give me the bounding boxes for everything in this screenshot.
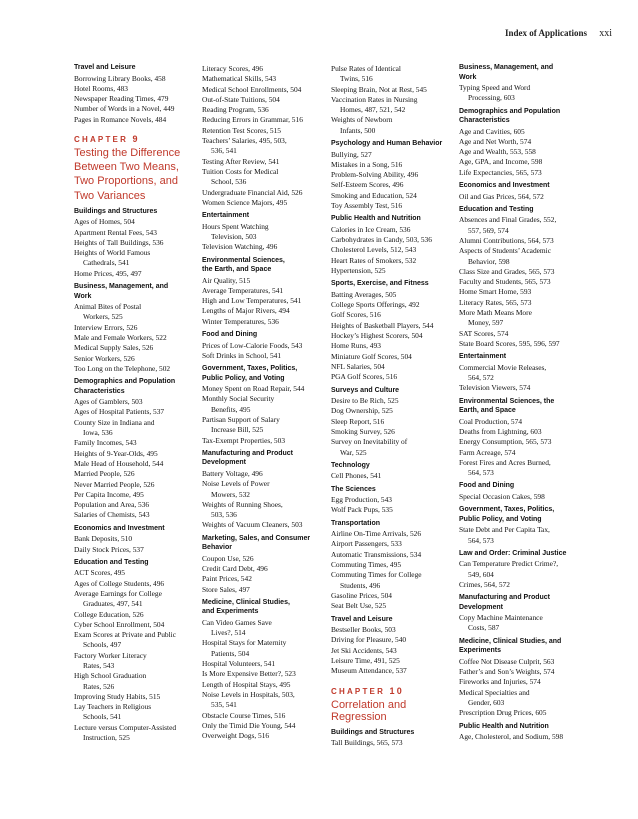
index-entry: Class Size and Grades, 565, 573	[459, 266, 555, 276]
category-heading: Medicine, Clinical Studies,	[202, 598, 290, 606]
index-entry: Exam Scores at Private and Public	[74, 630, 177, 640]
index-entry: County Size in Indiana and	[74, 417, 155, 427]
index-entry: Driving for Pleasure, 540	[331, 635, 407, 645]
index-entry: Air Quality, 515	[202, 275, 251, 285]
category-heading: Work	[74, 292, 92, 300]
index-entry: Heart Rates of Smokers, 532	[331, 255, 417, 265]
category-heading: Buildings and Structures	[74, 207, 158, 215]
index-entry-continuation: Television, 503	[211, 231, 257, 241]
category-heading: Business, Management, and	[459, 64, 554, 71]
index-entry: Sleeping Brain, Not at Rest, 545	[331, 84, 427, 94]
index-column-2	[202, 64, 327, 741]
index-entry: Seat Belt Use, 525	[331, 601, 387, 611]
index-entry: Batting Averages, 505	[331, 289, 397, 299]
chapter-number: 10	[389, 685, 404, 696]
index-entry: Bank Deposits, 510	[74, 534, 133, 544]
category-heading: Demographics and Population	[459, 107, 561, 115]
index-entry: Apartment Rental Fees, 543	[74, 227, 157, 237]
category-heading: Sports, Exercise, and Fitness	[331, 280, 429, 288]
index-entry: PGA Golf Scores, 516	[331, 372, 398, 382]
index-entry-continuation: School, 536	[211, 177, 247, 187]
chapter-word: CHAPTER	[331, 686, 390, 696]
category-heading: Food and Dining	[459, 482, 515, 490]
index-entry: Weights of Vacuum Cleaners, 503	[202, 520, 303, 530]
index-entry: Weights of Running Shoes,	[202, 499, 283, 509]
index-entry: Retention Test Scores, 515	[202, 125, 281, 135]
index-entry: Airline On-Time Arrivals, 526	[331, 529, 422, 539]
category-heading: Marketing, Sales, and Consumer	[202, 534, 311, 542]
index-entry: Number of Words in a Novel, 449	[74, 104, 175, 114]
index-entry: Out-of-State Tuitions, 504	[202, 94, 280, 104]
index-entry: State Debt and Per Capita Tax,	[459, 525, 550, 535]
index-entry: Weights of Newborn	[331, 115, 393, 125]
category-heading: Buildings and Structures	[331, 728, 415, 736]
index-entry: Lengths of Major Rivers, 494	[202, 306, 290, 316]
index-entry: Daily Stock Prices, 537	[74, 544, 144, 554]
index-entry: Smoking Survey, 526	[331, 426, 395, 436]
index-entry: Oil and Gas Prices, 564, 572	[459, 191, 544, 201]
index-entry: Medical Supply Sales, 526	[74, 343, 154, 353]
index-entry: Medical School Enrollments, 504	[202, 84, 302, 94]
index-entry: Leisure Time, 491, 525	[331, 655, 400, 665]
index-entry: Soft Drinks in School, 541	[202, 350, 282, 360]
category-heading: and Experiments	[202, 608, 259, 616]
index-entry: Per Capita Income, 495	[74, 489, 144, 499]
index-entry: Age and Cavities, 605	[459, 126, 525, 136]
index-entry: Never Married People, 526	[74, 479, 155, 489]
index-entry: Heights of 9-Year-Olds, 495	[74, 448, 158, 458]
index-entry: Teachers’ Salaries, 495, 503,	[202, 136, 287, 146]
index-entry: State Board Scores, 595, 596, 597	[459, 338, 560, 348]
index-entry: Dog Ownership, 525	[331, 406, 393, 416]
index-entry: Ages of Homes, 504	[74, 217, 135, 227]
index-entry: Average Earnings for College	[74, 588, 162, 598]
index-entry: Vaccination Rates in Nursing	[331, 94, 418, 104]
index-entry: Energy Consumption, 565, 573	[459, 437, 552, 447]
category-heading: Earth, and Space	[459, 407, 516, 415]
index-entry-continuation: 535, 541	[211, 700, 237, 710]
index-entry: Special Occasion Cakes, 598	[459, 491, 545, 501]
index-entry: Senior Workers, 526	[74, 353, 135, 363]
index-entry: Money Spent on Road Repair, 544	[202, 384, 305, 394]
index-entry: Home Runs, 493	[331, 341, 381, 351]
category-heading: Technology	[331, 461, 370, 469]
chapter-title: Between Two Means,	[74, 161, 179, 174]
index-entry: More Math Means More	[459, 308, 532, 318]
index-entry: Smoking and Education, 524	[331, 190, 417, 200]
index-entry: Store Sales, 497	[202, 584, 250, 594]
index-entry: NFL Salaries, 504	[331, 361, 385, 371]
index-entry: Battery Voltage, 496	[202, 468, 263, 478]
index-entry-continuation: Increase Bill, 525	[211, 425, 264, 435]
index-entry: Factory Worker Literacy	[74, 650, 147, 660]
category-heading: Travel and Leisure	[331, 615, 393, 623]
category-heading: Manufacturing and Product	[459, 594, 550, 602]
index-entry: Absences and Final Grades, 552,	[459, 215, 557, 225]
index-entry-continuation: 564, 573	[468, 468, 494, 478]
category-heading: Medicine, Clinical Studies, and	[459, 637, 562, 645]
index-entry-continuation: War, 525	[340, 447, 367, 457]
category-heading: Economics and Investment	[74, 524, 165, 532]
index-entry: Gasoline Prices, 504	[331, 590, 392, 600]
index-entry: Hotel Rooms, 483	[74, 83, 128, 93]
index-entry: Average Temperatures, 541	[202, 285, 284, 295]
index-entry: Toy Assembly Test, 516	[331, 201, 403, 211]
index-entry: Salaries of Chemists, 543	[74, 510, 150, 520]
index-entry: Airport Passengers, 533	[331, 539, 402, 549]
index-entry-continuation: Mowers, 532	[211, 489, 251, 499]
chapter-label	[331, 686, 456, 697]
category-heading: the Earth, and Space	[202, 266, 272, 274]
index-entry-continuation: Benefits, 495	[211, 404, 251, 414]
index-entry: College Sports Offerings, 492	[331, 300, 420, 310]
index-entry: Pulse Rates of Identical	[331, 64, 401, 73]
index-entry: Fireworks and Injuries, 574	[459, 677, 541, 687]
category-heading: Business, Management, and	[74, 283, 169, 291]
category-heading: Psychology and Human Behavior	[331, 140, 443, 148]
index-entry: Father’s and Son’s Weights, 574	[459, 667, 555, 677]
index-entry: Lecture versus Computer-Assisted	[74, 722, 177, 732]
index-entry: Literacy Scores, 496	[202, 64, 263, 73]
index-entry-continuation: 564, 572	[468, 373, 494, 383]
category-heading: Public Policy, and Voting	[202, 374, 285, 382]
index-entry-continuation: Students, 496	[340, 580, 381, 590]
index-entry: Miniature Golf Scores, 504	[331, 351, 412, 361]
index-entry: Animal Bites of Postal	[74, 302, 142, 312]
index-entry: Age and Wealth, 553, 558	[459, 147, 536, 157]
index-entry: Egg Production, 543	[331, 495, 392, 505]
index-entry-continuation: Money, 597	[468, 318, 504, 328]
index-entry: Ages of Hospital Patients, 537	[74, 407, 165, 417]
index-entry: Winter Temperatures, 536	[202, 316, 279, 326]
running-header	[505, 28, 612, 39]
index-entry: Deaths from Lightning, 603	[459, 426, 542, 436]
index-entry: Length of Hospital Stays, 495	[202, 679, 291, 689]
index-entry: Home Smart Home, 593	[459, 287, 532, 297]
index-entry: Farm Acreage, 574	[459, 447, 516, 457]
index-entry: SAT Scores, 574	[459, 328, 509, 338]
index-entry-continuation: Patients, 504	[211, 648, 250, 658]
index-entry-continuation: Costs, 587	[468, 623, 500, 633]
index-entry: Borrowing Library Books, 458	[74, 73, 166, 83]
category-heading: Education and Testing	[74, 558, 149, 566]
category-heading: Behavior	[202, 544, 232, 552]
index-entry-continuation: Gender, 603	[468, 697, 505, 707]
index-entry-continuation: 536, 541	[211, 146, 237, 156]
chapter-label	[74, 134, 199, 145]
page-number: xxi	[599, 28, 612, 39]
index-entry: Hospital Volunteers, 541	[202, 659, 276, 669]
index-entry-continuation: 549, 604	[468, 569, 494, 579]
category-heading: Public Health and Nutrition	[459, 722, 549, 730]
index-entry: Bullying, 527	[331, 149, 372, 159]
index-entry: Credit Card Debt, 496	[202, 563, 268, 573]
index-entry: Reducing Errors in Grammar, 516	[202, 115, 303, 125]
index-entry: Undergraduate Financial Aid, 526	[202, 187, 303, 197]
index-entry: Prices of Low-Calorie Foods, 543	[202, 340, 303, 350]
index-entry-continuation: Graduates, 497, 541	[83, 599, 143, 609]
index-entry: Commercial Movie Releases,	[459, 362, 547, 372]
index-entry: Television Viewers, 574	[459, 383, 531, 393]
index-entry: Problem-Solving Ability, 496	[331, 170, 419, 180]
index-entry: Bestseller Books, 503	[331, 625, 396, 635]
category-heading: Development	[459, 603, 503, 611]
index-entry: Improving Study Habits, 515	[74, 691, 161, 701]
index-entry: College Education, 526	[74, 609, 144, 619]
index-entry: Noise Levels of Power	[202, 479, 270, 489]
index-entry: Calories in Ice Cream, 536	[331, 224, 411, 234]
index-entry: Alumni Contributions, 564, 573	[459, 235, 554, 245]
index-entry: Sleep Report, 516	[331, 416, 385, 426]
index-entry: Literacy Rates, 565, 573	[459, 297, 532, 307]
chapter-title: Correlation and Regression	[331, 698, 407, 723]
index-entry: Commuting Times for College	[331, 570, 422, 580]
index-entry: Population and Area, 536	[74, 500, 150, 510]
index-entry-continuation: Instruction, 525	[83, 733, 130, 743]
index-entry: Heights of Basketball Players, 544	[331, 320, 434, 330]
index-entry: Lay Teachers in Religious	[74, 702, 152, 712]
index-entry: Can Temperature Predict Crime?,	[459, 559, 559, 569]
index-entry: Newspaper Reading Times, 479	[74, 94, 169, 104]
category-heading: Surveys and Culture	[331, 386, 400, 394]
index-entry: Life Expectancies, 565, 573	[459, 167, 542, 177]
index-entry: Age and Net Worth, 574	[459, 136, 532, 146]
index-entry: Hypertension, 525	[331, 266, 386, 276]
category-heading: Education and Testing	[459, 205, 534, 213]
index-entry: Partisan Support of Salary	[202, 415, 280, 425]
index-entry: Tall Buildings, 565, 573	[331, 738, 403, 748]
index-entry: Women Science Majors, 495	[202, 197, 288, 207]
index-entry: Automatic Transmissions, 534	[331, 549, 422, 559]
index-entry: Noise Levels in Hospitals, 503,	[202, 689, 295, 699]
index-entry: Cholesterol Levels, 512, 543	[331, 245, 417, 255]
index-entry: Wolf Pack Pups, 535	[331, 505, 393, 515]
category-heading: Development	[202, 459, 246, 467]
index-entry: Crimes, 564, 572	[459, 579, 510, 589]
index-entry-continuation: 503, 536	[211, 510, 237, 520]
index-entry: Monthly Social Security	[202, 394, 275, 404]
chapter-number: 9	[132, 133, 140, 144]
index-entry-continuation: Infants, 500	[340, 125, 376, 135]
index-entry-continuation: Twins, 516	[340, 74, 373, 84]
index-entry: Family Incomes, 543	[74, 438, 137, 448]
category-heading: Public Policy, and Voting	[459, 515, 542, 523]
index-entry: Survey on Inevitability of	[331, 437, 408, 447]
index-entry: Age, GPA, and Income, 598	[459, 157, 543, 167]
index-entry: Cyber School Enrollment, 504	[74, 619, 165, 629]
index-entry-continuation: Behavior, 598	[468, 256, 510, 266]
index-entry: Interview Errors, 526	[74, 322, 138, 332]
index-entry: Commuting Times, 495	[331, 560, 402, 570]
index-entry-continuation: Workers, 525	[83, 312, 123, 322]
index-entry: Television Watching, 496	[202, 242, 278, 252]
category-heading: Characteristics	[459, 117, 510, 125]
index-entry: Only the Timid Die Young, 544	[202, 720, 296, 730]
index-entry: Overweight Dogs, 516	[202, 731, 270, 741]
index-entry-continuation: 557, 569, 574	[468, 225, 509, 235]
index-entry-continuation: Rates, 526	[83, 681, 115, 691]
index-entry: Mathematical Skills, 543	[202, 74, 277, 84]
index-column-3	[331, 64, 456, 749]
index-entry: Age, Cholesterol, and Sodium, 598	[459, 732, 564, 742]
index-entry: Coupon Use, 526	[202, 553, 254, 563]
index-entry: Heights of Tall Buildings, 536	[74, 237, 164, 247]
index-entry: Hockey’s Highest Scorers, 504	[331, 331, 423, 341]
index-entry: Coffee Not Disease Culprit, 563	[459, 656, 555, 666]
category-heading: Entertainment	[459, 353, 507, 361]
category-heading: The Sciences	[331, 485, 376, 493]
index-entry: Is More Expensive Better?, 523	[202, 669, 296, 679]
index-entry: Prescription Drug Prices, 605	[459, 708, 547, 718]
category-heading: Entertainment	[202, 212, 250, 220]
index-entry: High and Low Temperatures, 541	[202, 296, 302, 306]
chapter-title: Testing the Difference	[74, 146, 181, 159]
index-entry: Too Long on the Telephone, 502	[74, 363, 171, 373]
category-heading: Economics and Investment	[459, 182, 550, 190]
chapter-word: CHAPTER	[74, 134, 133, 144]
index-entry: Aspects of Students’ Academic	[459, 246, 552, 256]
index-entry: Jet Ski Accidents, 543	[331, 645, 397, 655]
index-entry: Pages in Romance Novels, 484	[74, 114, 167, 124]
chapter-title: Two Proportions, and	[74, 175, 178, 188]
index-entry: Golf Scores, 516	[331, 310, 381, 320]
index-entry: Male Head of Household, 544	[74, 458, 164, 468]
index-entry: Reading Program, 536	[202, 105, 269, 115]
index-entry: Mistakes in a Song, 516	[331, 159, 403, 169]
index-entry: Self-Esteem Scores, 496	[331, 180, 404, 190]
category-heading: Food and Dining	[202, 331, 258, 339]
index-entry-continuation: Rates, 543	[83, 660, 115, 670]
index-entry-continuation: Processing, 603	[468, 93, 515, 103]
index-entry: Forest Fires and Acres Burned,	[459, 457, 551, 467]
index-entry-continuation: Lives?, 514	[211, 628, 246, 638]
index-entry: Ages of College Students, 496	[74, 578, 165, 588]
index-entry: Hours Spent Watching	[202, 221, 269, 231]
category-heading: Government, Taxes, Politics,	[459, 506, 555, 514]
category-heading: Work	[459, 73, 477, 81]
category-heading: Transportation	[331, 519, 381, 527]
index-entry: Ages of Gamblers, 503	[74, 397, 143, 407]
index-entry-continuation: 564, 573	[468, 535, 494, 545]
category-heading: Demographics and Population	[74, 378, 176, 386]
index-entry: Male and Female Workers, 522	[74, 332, 167, 342]
index-column-1	[74, 64, 199, 743]
category-heading: Government, Taxes, Politics,	[202, 365, 298, 373]
index-column-4	[459, 64, 584, 742]
index-entry: Married People, 526	[74, 469, 135, 479]
index-entry: Hospital Stays for Maternity	[202, 638, 287, 648]
index-entry: Testing After Review, 541	[202, 156, 280, 166]
index-entry: Tuition Costs for Medical	[202, 166, 279, 176]
category-heading: Characteristics	[74, 387, 125, 395]
category-heading: Environmental Sciences,	[202, 256, 285, 264]
index-entry-continuation: Homes, 487, 521, 542	[340, 105, 406, 115]
index-entry-continuation: Schools, 497	[83, 640, 122, 650]
index-entry: ACT Scores, 495	[74, 568, 125, 578]
index-entry: Faculty and Students, 565, 573	[459, 277, 551, 287]
index-entry: Cell Phones, 541	[331, 471, 382, 481]
category-heading: Experiments	[459, 647, 502, 655]
index-entry-continuation: Schools, 541	[83, 712, 122, 722]
index-entry: Typing Speed and Word	[459, 83, 531, 92]
index-entry: Paint Prices, 542	[202, 574, 252, 584]
category-heading: Environmental Sciences, the	[459, 397, 555, 405]
category-heading: Manufacturing and Product	[202, 449, 293, 457]
index-entry: Home Prices, 495, 497	[74, 268, 142, 278]
chapter-title: Two Variances	[74, 189, 146, 202]
index-entry: Coal Production, 574	[459, 416, 523, 426]
index-entry: Carbohydrates in Candy, 503, 536	[331, 235, 432, 245]
section-title: Index of Applications	[504, 28, 587, 38]
category-heading: Law and Order: Criminal Justice	[459, 549, 567, 557]
index-entry: High School Graduation	[74, 671, 147, 681]
index-entry: Obstacle Course Times, 516	[202, 710, 286, 720]
index-entry-continuation: Cathedrals, 541	[83, 258, 130, 268]
index-entry: Desire to Be Rich, 525	[331, 396, 399, 406]
index-entry: Museum Attendance, 537	[331, 666, 407, 676]
index-entry: Can Video Games Save	[202, 617, 272, 627]
index-entry: Copy Machine Maintenance	[459, 613, 543, 623]
category-heading: Public Health and Nutrition	[331, 215, 421, 223]
index-entry: Heights of World Famous	[74, 248, 151, 258]
category-heading: Travel and Leisure	[74, 64, 136, 71]
index-entry: Medical Specialties and	[459, 687, 530, 697]
index-entry: Tax-Exempt Properties, 503	[202, 435, 286, 445]
index-entry-continuation: Iowa, 536	[83, 428, 113, 438]
